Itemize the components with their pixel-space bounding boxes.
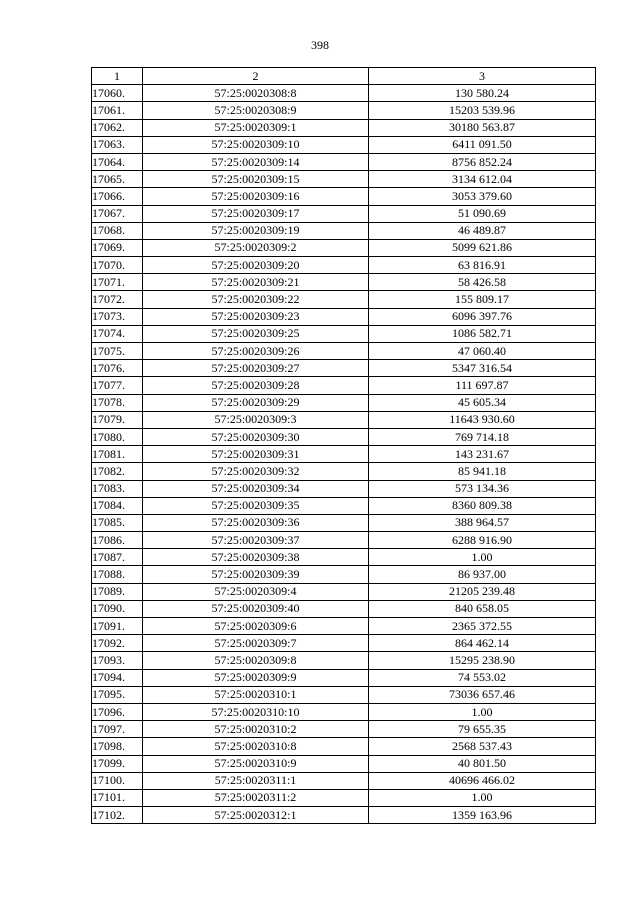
cadastral-value-cell: 3134 612.04 — [369, 171, 596, 188]
cadastral-value-cell: 5099 621.86 — [369, 239, 596, 256]
row-number-cell: 17082. — [92, 463, 143, 480]
row-number-cell: 17065. — [92, 171, 143, 188]
cadastral-number-cell: 57:25:0020309:6 — [143, 618, 369, 635]
table-row — [92, 703, 596, 720]
cadastral-value-cell: 11643 930.60 — [369, 411, 596, 428]
row-number-cell: 17093. — [92, 652, 143, 669]
row-number-cell: 17069. — [92, 239, 143, 256]
table-row — [92, 291, 596, 308]
cadastral-number-cell: 57:25:0020309:38 — [143, 549, 369, 566]
cadastral-number-cell: 57:25:0020311:2 — [143, 789, 369, 806]
column-header-2: 2 — [143, 68, 369, 85]
row-number-cell: 17063. — [92, 136, 143, 153]
table-header-row — [92, 68, 596, 85]
cadastral-number-cell: 57:25:0020309:25 — [143, 325, 369, 342]
cadastral-value-cell: 2365 372.55 — [369, 618, 596, 635]
table-row — [92, 635, 596, 652]
table-row — [92, 669, 596, 686]
table-row — [92, 480, 596, 497]
table-row — [92, 497, 596, 514]
row-number-cell: 17061. — [92, 102, 143, 119]
cadastral-number-cell: 57:25:0020309:19 — [143, 222, 369, 239]
row-number-cell: 17094. — [92, 669, 143, 686]
cadastral-number-cell: 57:25:0020309:28 — [143, 377, 369, 394]
table-row — [92, 514, 596, 531]
table-row — [92, 549, 596, 566]
row-number-cell: 17084. — [92, 497, 143, 514]
cadastral-value-cell: 58 426.58 — [369, 274, 596, 291]
cadastral-number-cell: 57:25:0020308:9 — [143, 102, 369, 119]
table-row — [92, 239, 596, 256]
table-row — [92, 772, 596, 789]
row-number-cell: 17066. — [92, 188, 143, 205]
cadastral-number-cell: 57:25:0020309:20 — [143, 257, 369, 274]
row-number-cell: 17101. — [92, 789, 143, 806]
column-header-1: 1 — [92, 68, 143, 85]
table-row — [92, 171, 596, 188]
cadastral-value-cell: 130 580.24 — [369, 85, 596, 102]
table-row — [92, 532, 596, 549]
cadastral-number-cell: 57:25:0020310:8 — [143, 738, 369, 755]
row-number-cell: 17083. — [92, 480, 143, 497]
cadastral-number-cell: 57:25:0020309:34 — [143, 480, 369, 497]
table-row — [92, 721, 596, 738]
row-number-cell: 17099. — [92, 755, 143, 772]
cadastral-number-cell: 57:25:0020309:2 — [143, 239, 369, 256]
table-row — [92, 652, 596, 669]
cadastral-number-cell: 57:25:0020309:4 — [143, 583, 369, 600]
table-row — [92, 119, 596, 136]
table-row — [92, 755, 596, 772]
table-row — [92, 446, 596, 463]
cadastral-number-cell: 57:25:0020309:40 — [143, 600, 369, 617]
row-number-cell: 17100. — [92, 772, 143, 789]
cadastral-number-cell: 57:25:0020309:9 — [143, 669, 369, 686]
table-row — [92, 377, 596, 394]
table-row — [92, 153, 596, 170]
cadastral-value-cell: 769 714.18 — [369, 428, 596, 445]
table-row — [92, 222, 596, 239]
cadastral-value-cell: 8756 852.24 — [369, 153, 596, 170]
cadastral-number-cell: 57:25:0020309:26 — [143, 343, 369, 360]
table-row — [92, 394, 596, 411]
page-number: 398 — [311, 38, 329, 52]
cadastral-number-cell: 57:25:0020309:32 — [143, 463, 369, 480]
cadastral-number-cell: 57:25:0020309:35 — [143, 497, 369, 514]
table-row — [92, 360, 596, 377]
cadastral-number-cell: 57:25:0020309:7 — [143, 635, 369, 652]
table-row — [92, 463, 596, 480]
cadastral-value-cell: 47 060.40 — [369, 343, 596, 360]
row-number-cell: 17095. — [92, 686, 143, 703]
table-row — [92, 600, 596, 617]
cadastral-value-cell: 40696 466.02 — [369, 772, 596, 789]
cadastral-number-cell: 57:25:0020309:29 — [143, 394, 369, 411]
row-number-cell: 17088. — [92, 566, 143, 583]
cadastral-number-cell: 57:25:0020309:21 — [143, 274, 369, 291]
cadastral-value-cell: 15295 238.90 — [369, 652, 596, 669]
cadastral-value-cell: 155 809.17 — [369, 291, 596, 308]
cadastral-value-cell: 5347 316.54 — [369, 360, 596, 377]
cadastral-value-cell: 111 697.87 — [369, 377, 596, 394]
table-row — [92, 102, 596, 119]
row-number-cell: 17097. — [92, 721, 143, 738]
table-row — [92, 411, 596, 428]
table-row — [92, 205, 596, 222]
cadastral-value-cell: 2568 537.43 — [369, 738, 596, 755]
cadastral-number-cell: 57:25:0020309:17 — [143, 205, 369, 222]
cadastral-value-cell: 79 655.35 — [369, 721, 596, 738]
row-number-cell: 17086. — [92, 532, 143, 549]
table-row — [92, 428, 596, 445]
row-number-cell: 17073. — [92, 308, 143, 325]
cadastral-value-cell: 1086 582.71 — [369, 325, 596, 342]
cadastral-number-cell: 57:25:0020309:36 — [143, 514, 369, 531]
row-number-cell: 17096. — [92, 703, 143, 720]
row-number-cell: 17079. — [92, 411, 143, 428]
cadastral-value-cell: 3053 379.60 — [369, 188, 596, 205]
cadastral-value-cell: 6096 397.76 — [369, 308, 596, 325]
table-row — [92, 274, 596, 291]
row-number-cell: 17090. — [92, 600, 143, 617]
row-number-cell: 17062. — [92, 119, 143, 136]
cadastral-number-cell: 57:25:0020309:3 — [143, 411, 369, 428]
cadastral-number-cell: 57:25:0020309:8 — [143, 652, 369, 669]
cadastral-value-table — [91, 67, 596, 824]
cadastral-value-cell: 6411 091.50 — [369, 136, 596, 153]
row-number-cell: 17085. — [92, 514, 143, 531]
cadastral-value-cell: 1359 163.96 — [369, 807, 596, 824]
row-number-cell: 17070. — [92, 257, 143, 274]
cadastral-value-cell: 51 090.69 — [369, 205, 596, 222]
row-number-cell: 17074. — [92, 325, 143, 342]
row-number-cell: 17098. — [92, 738, 143, 755]
cadastral-value-cell: 30180 563.87 — [369, 119, 596, 136]
cadastral-value-cell: 1.00 — [369, 789, 596, 806]
row-number-cell: 17060. — [92, 85, 143, 102]
row-number-cell: 17092. — [92, 635, 143, 652]
cadastral-value-cell: 40 801.50 — [369, 755, 596, 772]
row-number-cell: 17072. — [92, 291, 143, 308]
cadastral-value-cell: 143 231.67 — [369, 446, 596, 463]
cadastral-number-cell: 57:25:0020311:1 — [143, 772, 369, 789]
cadastral-number-cell: 57:25:0020309:31 — [143, 446, 369, 463]
row-number-cell: 17077. — [92, 377, 143, 394]
table-row — [92, 807, 596, 824]
cadastral-value-cell: 46 489.87 — [369, 222, 596, 239]
cadastral-number-cell: 57:25:0020310:1 — [143, 686, 369, 703]
row-number-cell: 17087. — [92, 549, 143, 566]
cadastral-number-cell: 57:25:0020309:37 — [143, 532, 369, 549]
table-row — [92, 257, 596, 274]
row-number-cell: 17071. — [92, 274, 143, 291]
cadastral-value-cell: 8360 809.38 — [369, 497, 596, 514]
cadastral-value-cell: 85 941.18 — [369, 463, 596, 480]
cadastral-number-cell: 57:25:0020309:14 — [143, 153, 369, 170]
row-number-cell: 17067. — [92, 205, 143, 222]
row-number-cell: 17076. — [92, 360, 143, 377]
cadastral-number-cell: 57:25:0020309:10 — [143, 136, 369, 153]
table-row — [92, 136, 596, 153]
row-number-cell: 17102. — [92, 807, 143, 824]
table-row — [92, 343, 596, 360]
cadastral-value-cell: 63 816.91 — [369, 257, 596, 274]
cadastral-value-cell: 840 658.05 — [369, 600, 596, 617]
table-row — [92, 325, 596, 342]
row-number-cell: 17091. — [92, 618, 143, 635]
cadastral-value-cell: 388 964.57 — [369, 514, 596, 531]
cadastral-value-cell: 1.00 — [369, 549, 596, 566]
cadastral-number-cell: 57:25:0020309:1 — [143, 119, 369, 136]
table-row — [92, 308, 596, 325]
cadastral-number-cell: 57:25:0020309:23 — [143, 308, 369, 325]
row-number-cell: 17081. — [92, 446, 143, 463]
table-row — [92, 618, 596, 635]
cadastral-number-cell: 57:25:0020309:39 — [143, 566, 369, 583]
cadastral-number-cell: 57:25:0020308:8 — [143, 85, 369, 102]
table-body — [92, 85, 596, 824]
row-number-cell: 17080. — [92, 428, 143, 445]
table-row — [92, 85, 596, 102]
cadastral-value-cell: 864 462.14 — [369, 635, 596, 652]
cadastral-value-cell: 21205 239.48 — [369, 583, 596, 600]
cadastral-number-cell: 57:25:0020312:1 — [143, 807, 369, 824]
cadastral-value-cell: 15203 539.96 — [369, 102, 596, 119]
row-number-cell: 17064. — [92, 153, 143, 170]
cadastral-value-cell: 86 937.00 — [369, 566, 596, 583]
table-row — [92, 566, 596, 583]
cadastral-number-cell: 57:25:0020310:9 — [143, 755, 369, 772]
table-row — [92, 188, 596, 205]
row-number-cell: 17068. — [92, 222, 143, 239]
cadastral-number-cell: 57:25:0020310:2 — [143, 721, 369, 738]
cadastral-number-cell: 57:25:0020309:15 — [143, 171, 369, 188]
row-number-cell: 17089. — [92, 583, 143, 600]
cadastral-value-cell: 45 605.34 — [369, 394, 596, 411]
table-row — [92, 583, 596, 600]
cadastral-number-cell: 57:25:0020310:10 — [143, 703, 369, 720]
table-row — [92, 686, 596, 703]
table-row — [92, 738, 596, 755]
cadastral-number-cell: 57:25:0020309:30 — [143, 428, 369, 445]
cadastral-value-cell: 74 553.02 — [369, 669, 596, 686]
cadastral-value-cell: 1.00 — [369, 703, 596, 720]
cadastral-number-cell: 57:25:0020309:27 — [143, 360, 369, 377]
row-number-cell: 17078. — [92, 394, 143, 411]
cadastral-number-cell: 57:25:0020309:22 — [143, 291, 369, 308]
cadastral-value-cell: 573 134.36 — [369, 480, 596, 497]
row-number-cell: 17075. — [92, 343, 143, 360]
column-header-3: 3 — [369, 68, 596, 85]
table-row — [92, 789, 596, 806]
cadastral-value-cell: 73036 657.46 — [369, 686, 596, 703]
cadastral-value-cell: 6288 916.90 — [369, 532, 596, 549]
cadastral-number-cell: 57:25:0020309:16 — [143, 188, 369, 205]
